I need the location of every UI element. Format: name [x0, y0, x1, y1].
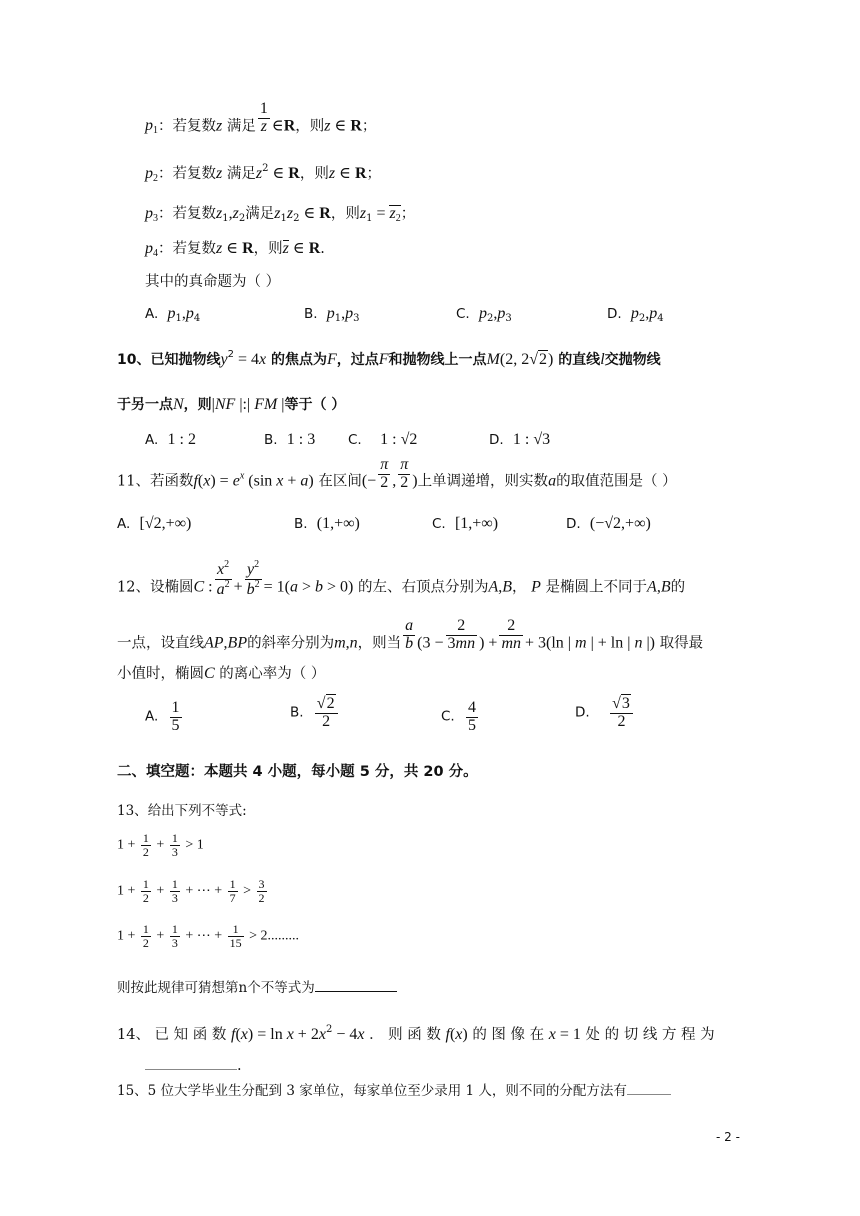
q10-option-d: D. 1 : √3	[489, 431, 551, 448]
q9-option-a: A. $p_1,p_4$	[145, 305, 201, 324]
q10-option-a: A. 1 : 2	[145, 431, 196, 448]
q9-option-b: B. $p_1,p_3$	[304, 305, 360, 324]
q10-line1: 10、已知抛物线$y^2 = 4x$ 的焦点为F，过点F和抛物线上一点M(2, 2√2) 的直线l交抛物线	[117, 349, 661, 368]
q12-option-d: D. $\frac{√3}{2}$	[575, 696, 635, 731]
q13-stem: 13、给出下列不等式:	[117, 803, 247, 819]
q13-inequality-1: 1 + $\frac{1}{2}$ + $\frac{1}{3}$ > 1	[117, 831, 204, 859]
q10-option-c: C. 1 : √2	[348, 431, 418, 448]
q14-answer-blank[interactable]	[145, 1057, 237, 1070]
q10-line2: 于另一点N，则|NF |:| FM |等于（ ）	[117, 396, 346, 413]
q15-stem: 15、5 位大学毕业生分配到 3 家单位，每家单位至少录用 1 人，则不同的分配方法有	[117, 1082, 671, 1099]
q11-option-c: C. [1,+∞)	[432, 515, 499, 532]
q13-inequality-2: 1 + $\frac{1}{2}$ + $\frac{1}{3}$ + ⋯ + $\frac{1}{7}$ > $\frac{3}{2}$	[117, 877, 265, 905]
q14-stem: 14、 已 知 函 数 $f(x) = \ln x + 2x^2 - 4x$ ． 则 函 数 f(x) 的 图 像 在 x = 1 处 的 切 线 方 程 为	[117, 1024, 715, 1043]
q12-line2: 一点，设直线AP,BP的斜率分别为m,n，则当 $\frac{a}{b}$ (3 − $\frac{2}{3mn}$ ) + $\frac{2}{mn}$ + 3(ln | m | + ln | n |) 取得最	[117, 617, 704, 652]
proposition-p2: $p_2$：若复数z 满足$z^2$ ∈ R，则z ∈ R；	[145, 163, 381, 184]
q15-answer-blank[interactable]	[627, 1082, 671, 1095]
q13-answer-blank[interactable]	[315, 979, 397, 992]
q13-guess: 则按此规律可猜想第n个不等式为	[117, 979, 397, 996]
section-heading-fill-in: 二、填空题：本题共 4 小题，每小题 5 分，共 20 分。	[117, 764, 478, 780]
true-propositions-question: 其中的真命题为（ ）	[145, 274, 281, 290]
proposition-p4: $p_4$：若复数z ∈ R，则z ∈ R.	[145, 240, 325, 259]
proposition-p1: $p_1$：若复数z 满足 $\frac{1}{z}$ ∈R，则z ∈ R；	[145, 100, 377, 137]
q12-option-a: A. $\frac{1}{5}$	[145, 699, 180, 734]
q11-stem: 11、若函数$f(x) = e^x$ (sin x + a) 在区间(− $\frac{\pi}{2}$ , $\frac{\pi}{2}$ )上单调递增，则实数a的取值范围是（ ）	[117, 456, 677, 491]
q12-line3: 小值时，椭圆C 的离心率为（ ）	[117, 665, 326, 682]
q12-option-c: C. $\frac{4}{5}$	[441, 699, 476, 734]
proposition-p3: $p_3$：若复数$z_1,z_2$满足$z_1z_2$ ∈ R，则$z_1 = z_2$；	[145, 205, 416, 224]
q9-option-c: C. $p_2,p_3$	[456, 305, 512, 324]
q10-option-b: B. 1 : 3	[264, 431, 316, 448]
q9-option-d: D. $p_2,p_4$	[607, 305, 664, 324]
page-number: - 2 -	[716, 1130, 740, 1144]
q11-option-b: B. (1,+∞)	[294, 515, 360, 532]
q12-line1: 12、设椭圆C : $\frac{x^2}{a^2}$ + $\frac{y^2}{b^2}$ = 1(a > b > 0) 的左、右顶点分别为A,B， P 是椭圆上不同于A,B的	[117, 559, 686, 598]
q12-option-b: B. $\frac{√2}{2}$	[290, 696, 340, 731]
q13-inequality-3: 1 + $\frac{1}{2}$ + $\frac{1}{3}$ + ⋯ + $\frac{1}{15}$ > 2.........	[117, 922, 300, 950]
q14-answer-line: .	[145, 1057, 242, 1074]
q11-option-d: D. (−√2,+∞)	[566, 515, 651, 532]
q11-option-a: A. [√2,+∞)	[117, 515, 192, 532]
